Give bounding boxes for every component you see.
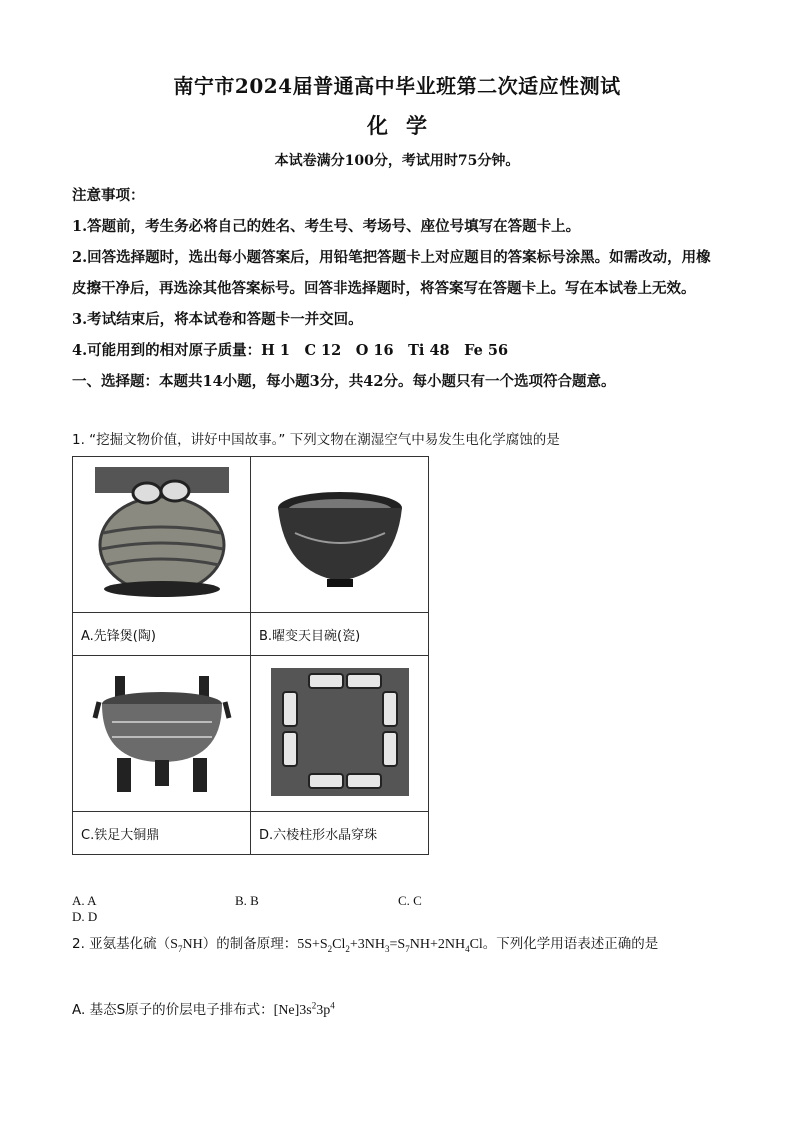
option-a[interactable]: A. A <box>72 893 97 908</box>
option-d[interactable]: D. D <box>72 909 98 924</box>
question-2-stem: 2. 亚氨基化硫$(S_7NH)$的制备原理：$5S+S_2Cl_2+3NH_3=S_7NH+2NH_4Cl$。下列化学用语表述正确的是 <box>72 936 659 954</box>
instruction-item: 3.考试结束后，将本试卷和答题卡一并交回。 <box>72 311 363 328</box>
instruction-item: 1.答题前，考生务必将自己的姓名、考生号、考场号、座位号填写在答题卡上。 <box>72 218 581 235</box>
subject-title: 化学 <box>367 113 445 138</box>
artifact-image-cell <box>251 656 429 812</box>
artifact-image-cell <box>73 457 251 613</box>
instruction-item: 4.可能用到的相对原子质量：H 1 C 12 O 16 Ti 48 Fe 56 <box>72 342 509 359</box>
artifact-image-cell <box>73 656 251 812</box>
artifact-label: C.铁足大铜鼎 <box>73 812 251 855</box>
instructions <box>72 180 722 397</box>
clay-pot-icon <box>87 463 237 603</box>
artifact-label: A.先锋煲(陶) <box>73 613 251 656</box>
crystal-beads-icon <box>265 662 415 802</box>
artifact-label: B.曜变天目碗(瓷) <box>251 613 429 656</box>
question-1-options <box>72 893 632 925</box>
artifact-label: D.六棱柱形水晶穿珠 <box>251 812 429 855</box>
artifact-table <box>72 456 429 855</box>
instructions-heading: 注意事项： <box>72 187 145 204</box>
exam-title: 南宁市2024届普通高中毕业班第二次适应性测试 <box>173 74 621 98</box>
option-b[interactable]: B. B <box>235 893 259 908</box>
artifact-image-cell <box>251 457 429 613</box>
porcelain-bowl-icon <box>265 463 415 603</box>
exam-meta: 本试卷满分100分，考试用时75分钟。 <box>274 153 520 169</box>
instruction-item: 2.回答选择题时，选出每小题答案后，用铅笔把答题卡上对应题目的答案标号涂黑。如需改动，用橡皮擦干净后，再选涂其他答案标号。回答非选择题时，将答案写在答题卡上。写在本试卷上无效。 <box>72 249 711 297</box>
question-1-stem: 1. “挖掘文物价值，讲好中国故事。” 下列文物在潮湿空气中易发生电化学腐蚀的是 <box>72 432 560 448</box>
question-2-option-a[interactable]: A. 基态S原子的价层电子排布式：$[Ne]3s^23p^4$ <box>72 1000 335 1018</box>
reaction-equation: $5S+S_2Cl_2+3NH_3=S_7NH+2NH_4Cl$ <box>297 937 483 954</box>
section-heading: 一、选择题：本题共14小题，每小题3分，共42分。每小题只有一个选项符合题意。 <box>72 373 616 390</box>
electron-configuration: $[Ne]3s^23p^4$ <box>273 1000 335 1018</box>
option-c[interactable]: C. C <box>398 893 422 908</box>
formula-s7nh: $S_7NH$ <box>170 937 203 954</box>
bronze-ding-icon <box>87 662 237 802</box>
